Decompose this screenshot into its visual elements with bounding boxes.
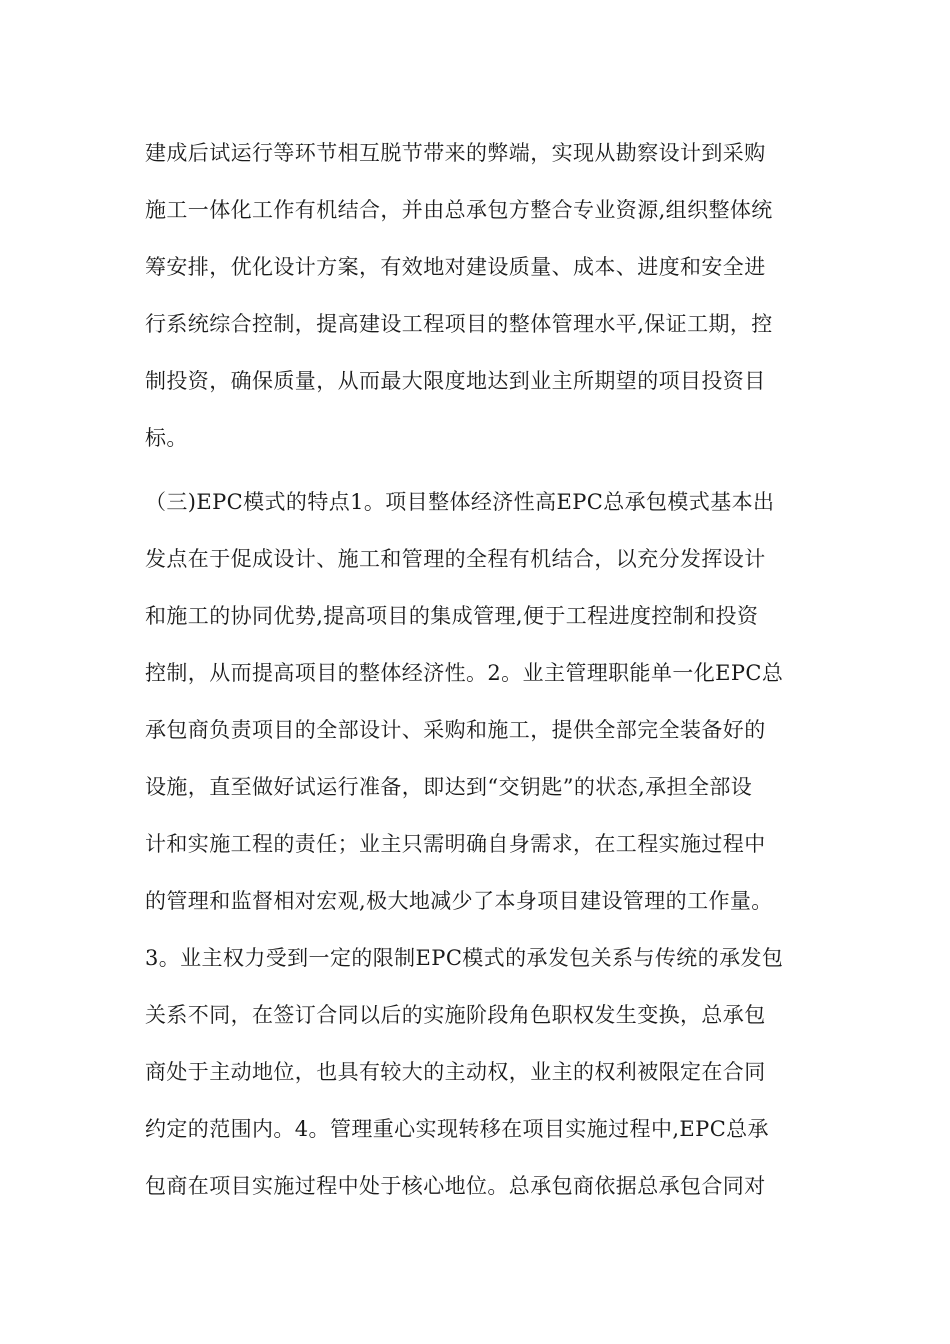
text-line: 制投资，确保质量，从而最大限度地达到业主所期望的项目投资目 [145, 369, 766, 393]
text-line: 计和实施工程的责任；业主只需明确自身需求，在工程实施过程中 [145, 832, 766, 856]
text-line: 施工一体化工作有机结合，并由总承包方整合专业资源,组织整体统 [145, 198, 773, 222]
text-line: 设施，直至做好试运行准备，即达到“交钥匙”的状态,承担全部设 [145, 775, 753, 799]
text-line: 行系统综合控制，提高建设工程项目的整体管理水平,保证工期，控 [145, 312, 773, 336]
text-line: 商处于主动地位，也具有较大的主动权，业主的权利被限定在合同 [145, 1060, 766, 1084]
text-line: 包商在项目实施过程中处于核心地位。总承包商依据总承包合同对 [145, 1174, 766, 1198]
text-line: 3。业主权力受到一定的限制EPC模式的承发包关系与传统的承发包 [145, 946, 784, 970]
text-line: 控制，从而提高项目的整体经济性。2。业主管理职能单一化EPC总 [145, 661, 784, 685]
text-line: （三)EPC模式的特点1。项目整体经济性高EPC总承包模式基本出 [145, 490, 775, 514]
text-line: 的管理和监督相对宏观,极大地减少了本身项目建设管理的工作量。 [145, 889, 773, 913]
text-line: 约定的范围内。4。管理重心实现转移在项目实施过程中,EPC总承 [145, 1117, 769, 1141]
text-line: 标。 [145, 426, 188, 450]
text-line: 和施工的协同优势,提高项目的集成管理,便于工程进度控制和投资 [145, 604, 759, 628]
text-line: 建成后试运行等环节相互脱节带来的弊端，实现从勘察设计到采购 [145, 141, 766, 165]
text-line: 关系不同，在签订合同以后的实施阶段角色职权发生变换，总承包 [145, 1003, 766, 1027]
text-line: 发点在于促成设计、施工和管理的全程有机结合，以充分发挥设计 [145, 547, 766, 571]
text-line: 筹安排，优化设计方案，有效地对建设质量、成本、进度和安全进 [145, 255, 766, 279]
text-line: 承包商负责项目的全部设计、采购和施工，提供全部完全装备好的 [145, 718, 766, 742]
